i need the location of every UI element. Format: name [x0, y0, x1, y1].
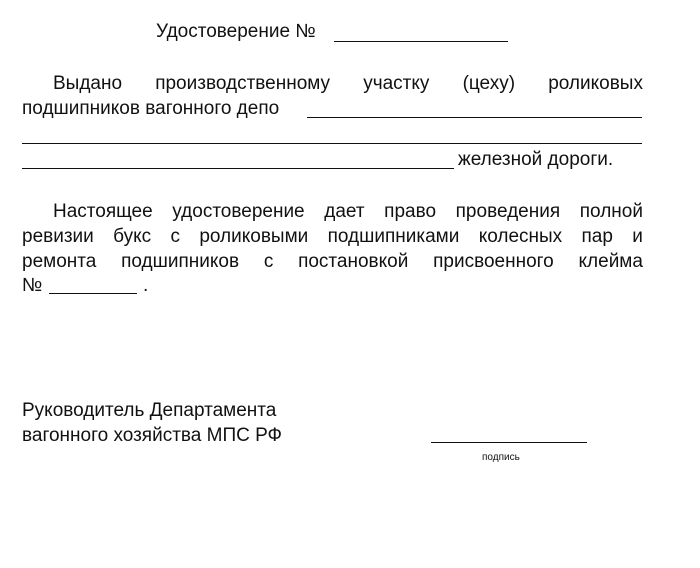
word: клейма: [578, 251, 643, 272]
issued-paragraph-line-2: подшипников вагонного депо: [22, 98, 280, 119]
word: постановкой: [298, 251, 409, 272]
word: ревизии: [22, 226, 94, 247]
word: участку: [363, 73, 430, 94]
word: дает: [324, 201, 365, 222]
stamp-number-blank: [49, 293, 137, 294]
word: пар: [581, 226, 613, 247]
word: с: [170, 226, 180, 247]
word: подшипников: [121, 251, 240, 272]
word: колесных: [478, 226, 563, 247]
word: подшипниками: [327, 226, 460, 247]
stamp-period: .: [143, 275, 149, 296]
railway-name-blank: [22, 168, 454, 169]
word: ремонта: [22, 251, 97, 272]
word: проведения: [455, 201, 561, 222]
rights-paragraph-line-3: [22, 250, 643, 274]
signature-caption: подпись: [482, 452, 520, 463]
word: полной: [579, 201, 643, 222]
stamp-number-sign: №: [22, 275, 43, 296]
word: присвоенного: [433, 251, 554, 272]
word: производственному: [155, 73, 331, 94]
rights-paragraph-line-1: [53, 200, 643, 224]
signature-blank: [431, 442, 587, 443]
signatory-position-line-1: Руководитель Департамента: [22, 400, 277, 421]
rights-paragraph-line-2: [22, 225, 643, 249]
word: роликовых: [548, 73, 643, 94]
issued-paragraph-line-1: [53, 72, 643, 96]
word: Настоящее: [53, 201, 153, 222]
word: Выдано: [53, 73, 123, 94]
depot-name-blank-continued: [22, 143, 642, 144]
railway-label: железной дороги.: [458, 149, 614, 170]
certificate-title: Удостоверение №: [156, 21, 316, 42]
word: удостоверение: [172, 201, 305, 222]
word: право: [384, 201, 437, 222]
depot-name-blank: [307, 117, 642, 118]
word: букс: [113, 226, 152, 247]
word: роликовыми: [199, 226, 309, 247]
word: с: [263, 251, 274, 272]
signatory-position-line-2: вагонного хозяйства МПС РФ: [22, 425, 283, 446]
word: и: [632, 226, 643, 247]
certificate-number-blank: [334, 41, 508, 42]
word: (цеху): [462, 73, 516, 94]
